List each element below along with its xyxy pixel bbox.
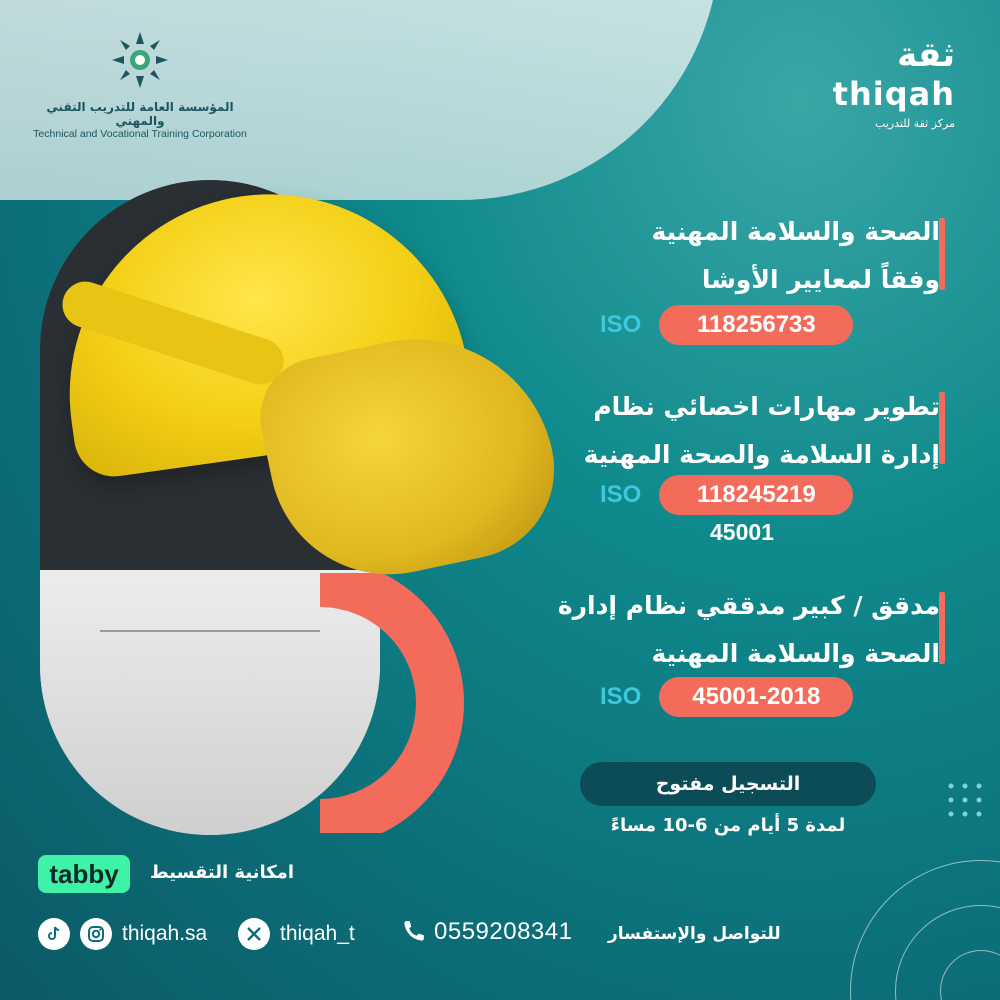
iso-code-badge: 45001-2018 xyxy=(659,677,853,717)
course-3-iso xyxy=(600,677,853,717)
tvtc-name-english: Technical and Vocational Training Corporation xyxy=(33,128,247,140)
thiqah-logo xyxy=(833,35,955,130)
tiktok-icon[interactable] xyxy=(38,918,70,950)
phone-contact[interactable] xyxy=(400,918,572,946)
course-2-iso xyxy=(600,475,853,515)
thiqah-logo-english: thiqah xyxy=(832,75,955,113)
iso-code-badge: 118256733 xyxy=(659,305,853,345)
iso-label: ISO xyxy=(600,683,642,710)
course-1-iso xyxy=(600,305,853,345)
iso-code-badge: 118245219 xyxy=(659,475,853,515)
tvtc-name-arabic: المؤسسة العامة للتدريب التقني والمهني xyxy=(46,100,234,128)
installment-label: امكانية التقسيط xyxy=(150,862,294,883)
thiqah-logo-arabic: ثقة xyxy=(897,35,955,75)
iso-standard-number: 45001 xyxy=(710,519,774,545)
course-title-line: تطوير مهارات اخصائي نظام xyxy=(593,392,940,421)
tvtc-logo xyxy=(30,30,250,140)
thiqah-subtitle: مركز ثقة للتدريب xyxy=(874,117,955,130)
course-1-title xyxy=(520,208,940,304)
tabby-logo: tabby xyxy=(38,855,130,893)
iso-label: ISO xyxy=(600,311,642,338)
course-3-title xyxy=(520,582,940,678)
course-title-line: الصحة والسلامة المهنية xyxy=(651,217,940,246)
coral-arc xyxy=(300,573,505,833)
website-link[interactable]: thiqah.sa xyxy=(122,922,208,945)
dots-pattern-icon xyxy=(945,780,985,820)
pouch-seam xyxy=(100,630,320,632)
course-title-line: إدارة السلامة والصحة المهنية xyxy=(583,440,940,469)
contact-label: للتواصل والإستفسار xyxy=(608,924,781,944)
course-2-title xyxy=(520,383,940,479)
x-handle-link[interactable]: thiqah_t xyxy=(280,922,355,945)
social-website[interactable] xyxy=(38,918,207,950)
tvtc-emblem-icon xyxy=(110,30,170,90)
course-title-line: وفقاً لمعايير الأوشا xyxy=(701,265,940,294)
registration-duration: لمدة 5 أيام من 6-10 مساءً xyxy=(610,815,846,836)
x-icon[interactable] xyxy=(238,918,270,950)
iso-label: ISO xyxy=(600,481,642,508)
instagram-icon[interactable] xyxy=(80,918,112,950)
course-title-line: الصحة والسلامة المهنية xyxy=(651,639,940,668)
registration-status-badge: التسجيل مفتوح xyxy=(580,762,876,806)
social-x[interactable] xyxy=(238,918,355,950)
course-title-line: مدقق / كبير مدققي نظام إدارة xyxy=(557,591,940,620)
phone-icon xyxy=(400,919,426,945)
phone-number[interactable]: 0559208341 xyxy=(434,918,573,945)
